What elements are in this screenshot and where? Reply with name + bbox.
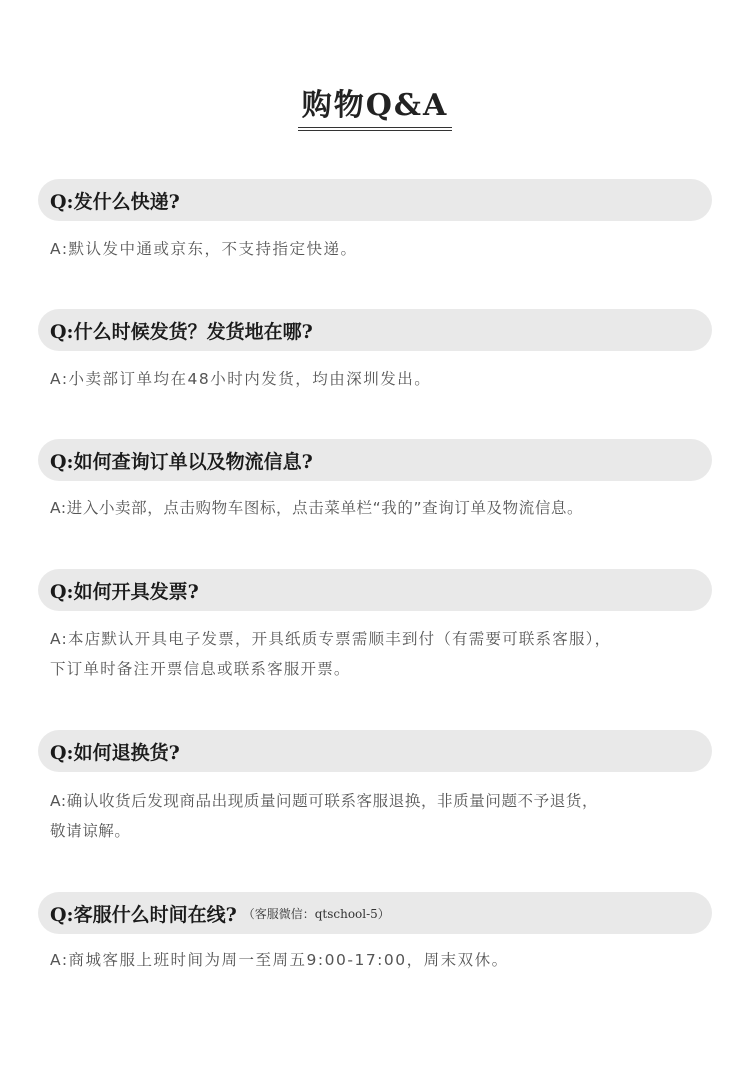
question-text: Q:如何退换货? <box>50 741 180 764</box>
answer-text <box>50 364 720 394</box>
page-title: 购物Q&A <box>298 80 453 131</box>
answer-line: A:默认发中通或京东，不支持指定快递。 <box>50 240 358 258</box>
question-text: Q:如何开具发票? <box>50 580 199 603</box>
answer-text <box>50 945 720 975</box>
question-bar <box>38 179 712 221</box>
answer-line: 下订单时备注开票信息或联系客服开票。 <box>50 660 351 678</box>
answer-text <box>50 493 720 523</box>
answer-text <box>50 624 720 684</box>
question-bar <box>38 892 712 934</box>
answer-text <box>50 786 720 846</box>
service-wechat-note: （客服微信：qtschool-5） <box>242 906 390 921</box>
question-text: Q:客服什么时间在线? <box>50 903 237 926</box>
answer-line: A:本店默认开具电子发票，开具纸质专票需顺丰到付（有需要可联系客服）， <box>50 630 612 648</box>
answer-line: A:商城客服上班时间为周一至周五9:00-17:00，周末双休。 <box>50 951 509 969</box>
answer-line: A:进入小卖部，点击购物车图标，点击菜单栏“我的”查询订单及物流信息。 <box>50 499 584 517</box>
answer-line: A:确认收货后发现商品出现质量问题可联系客服退换，非质量问题不予退货， <box>50 792 599 810</box>
question-bar <box>38 439 712 481</box>
page-header <box>0 80 750 131</box>
question-text: Q:什么时候发货？发货地在哪? <box>50 320 313 343</box>
question-text: Q:发什么快递? <box>50 190 180 213</box>
answer-line: A:小卖部订单均在48小时内发货，均由深圳发出。 <box>50 370 432 388</box>
answer-text <box>50 234 720 264</box>
question-bar <box>38 569 712 611</box>
question-bar <box>38 309 712 351</box>
question-bar <box>38 730 712 772</box>
question-text: Q:如何查询订单以及物流信息? <box>50 450 313 473</box>
answer-line: 敬请谅解。 <box>50 822 131 840</box>
